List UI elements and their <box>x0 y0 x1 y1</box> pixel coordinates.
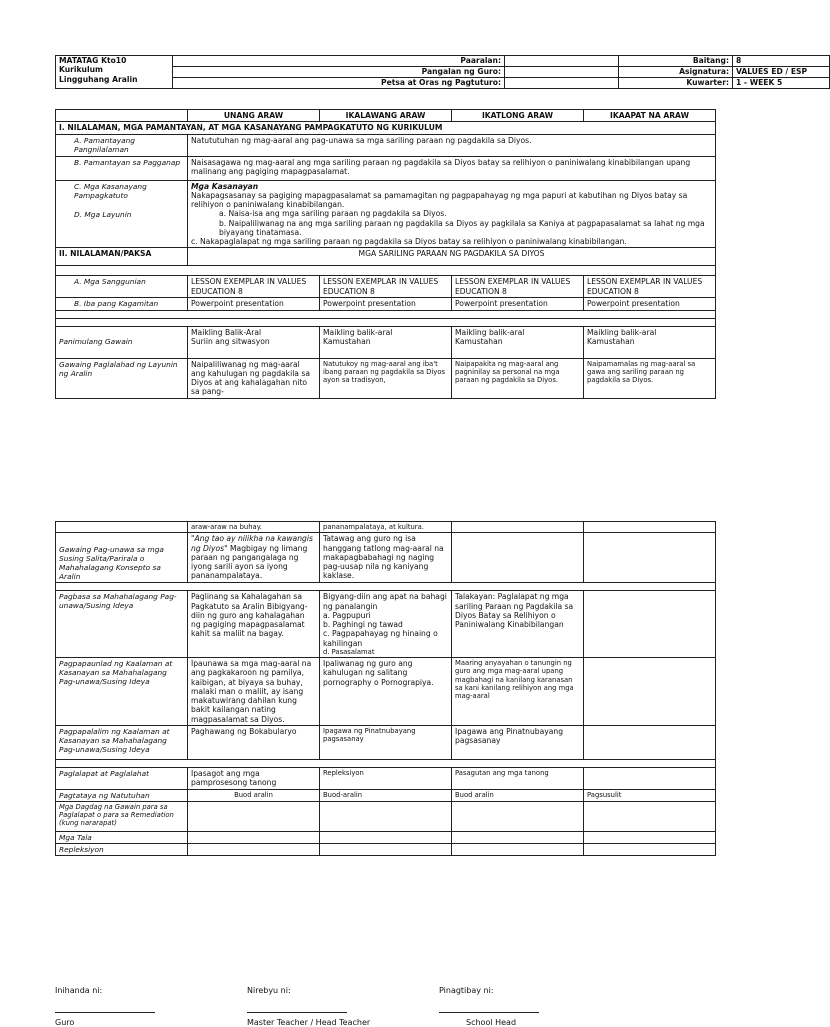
sanggunian-d3: LESSON EXEMPLAR IN VALUES EDUCATION 8 <box>452 276 584 298</box>
panimula-d1-line2: Suriin ang sitwasyon <box>191 336 270 346</box>
pamantayan-pagganap-label: B. Pamantayan sa Pagganap <box>56 156 188 180</box>
pagpapaunlad-d2: Ipaliwanag ng guro ang kahulugan ng salitang pornography o Pornograpiya. <box>320 658 452 726</box>
pagbasa-d2-line3: b. Paghingi ng tawad <box>323 620 403 630</box>
corner-cell <box>56 110 188 122</box>
dagdag-d3 <box>452 801 584 831</box>
header-line-2: Kurikulum <box>59 65 103 75</box>
panimula-d2-line1: Maikling balik-aral <box>323 327 393 337</box>
kasanayan-text: Nakapagsasanay sa pagiging mapagpasalamat sa pamamagitan ng pagpapahayag ng mga papuri at kabutihan ng Diyos batay sa relihiyon o paniniwalang kinabibilangan. <box>191 190 688 209</box>
lesson-table-continued <box>55 521 716 856</box>
repleksiyon-label: Repleksiyon <box>56 843 188 855</box>
lesson-table <box>55 109 716 399</box>
petsa-value <box>505 78 619 89</box>
header-table <box>55 55 830 89</box>
paaralan-value <box>505 56 619 67</box>
pagunawa-label: Gawaing Pag-unawa sa mga Susing Salita/Parirala o Mahahalagang Konsepto sa Aralin <box>56 533 188 583</box>
pamantayang-pangnilalaman-text: Natututuhan ng mag-aaral ang pag-unawa sa mga sariling paraan ng pagdakila sa Diyos. <box>188 134 716 156</box>
paglalapat-d1: Ipasagot ang mga pamprosesong tanong <box>188 768 320 790</box>
kagamitan-label: B. Iba pang Kagamitan <box>56 298 188 310</box>
tala-d1 <box>188 831 320 843</box>
layunin-b: b. Naipaliliwanag na ang mga sariling paraan ng pagdakila sa Diyos ay pagkilala sa Kaniya at pagpapasalamat sa lahat ng mga biyayang tinatamasa. <box>219 218 705 237</box>
cont-d2: pananampalataya, at kultura. <box>320 522 452 533</box>
panimula-label: Panimulang Gawain <box>56 326 188 358</box>
panimula-d4 <box>584 326 716 358</box>
pagtataya-d1: Buod aralin <box>188 789 320 801</box>
signature-line-guro <box>55 1012 155 1013</box>
tala-d2 <box>320 831 452 843</box>
kasanayan-title: Mga Kasanayan <box>191 181 259 191</box>
pagbasa-d2-line5: d. Pasasalamat <box>323 647 375 656</box>
pagpapalalim-label: Pagpapalalim ng Kaalaman at Kasanayan sa Mahahalagang Pag-unawa/Susing Ideya <box>56 726 188 760</box>
pamantayang-pangnilalaman-label: A. Pamantayang Pangnilalaman <box>56 134 188 156</box>
pagunawa-d2: Tatawag ang guro ng isa hanggang tatlong mag-aaral na makapagbabahagi ng naging pag-uusap nila ng kaniyang kaklase. <box>320 533 452 583</box>
panimula-d1 <box>188 326 320 358</box>
kagamitan-d3: Powerpoint presentation <box>452 298 584 310</box>
sanggunian-label: A. Mga Sanggunian <box>56 276 188 298</box>
spacer-row-4 <box>56 583 716 591</box>
pagunawa-d1-quote: "Ang tao ay nilikha na kawangis ng Diyos" <box>191 534 313 553</box>
paaralan-label: Paaralan: <box>173 56 505 67</box>
kagamitan-d1: Powerpoint presentation <box>188 298 320 310</box>
day-4-header: IKAAPAT NA ARAW <box>584 110 716 122</box>
kasanayang-pampagkatuto-text <box>188 180 716 248</box>
pagbasa-d1: Paglinang sa Kahalagahan sa Pagkatuto sa Aralin Bibigyang-diin ng guro ang kahalagahan ng pagiging mapagpasalamat kahit sa maliit na bagay. <box>188 591 320 658</box>
pagtataya-label: Pagtataya ng Natutuhan <box>56 789 188 801</box>
pagbasa-d3: Talakayan: Paglalapat ng mga sariling Paraan ng Pagdakila sa Diyos Batay sa Relihiyon o Paniniwalang Kinabibilangan <box>452 591 584 658</box>
pagpapalalim-d2: Ipagawa ng Pinatnubayang pagsasanay <box>320 726 452 760</box>
panimula-d3-line2: Kamustahan <box>455 336 503 346</box>
kwarter-value: 1 - WEEK 5 <box>733 78 830 89</box>
pagpapalalim-d4 <box>584 726 716 760</box>
kasanayang-pampagkatuto-label <box>56 180 188 248</box>
pagunawa-d1-rest: Magbigay ng limang paraan ng pangangalaga ng iyong sarili ayon sa iyong pananampalataya. <box>191 543 308 581</box>
pinagtibay-label: Pinagtibay ni: <box>439 986 494 995</box>
cont-d3 <box>452 522 584 533</box>
paglalapat-label: Paglalapat at Paglalahat <box>56 768 188 790</box>
pagpapalalim-d1: Paghawang ng Bokabularyo <box>188 726 320 760</box>
kasanayang-label-text: C. Mga Kasanayang Pampagkatuto <box>74 181 147 200</box>
spacer-row-2 <box>56 310 716 318</box>
panimula-d4-line2: Kamustahan <box>587 336 635 346</box>
baitang-value: 8 <box>733 56 830 67</box>
panimula-d3-line1: Maikling balik-aral <box>455 327 525 337</box>
repleksiyon-d4 <box>584 843 716 855</box>
section-2-topic: MGA SARILING PARAAN NG PAGDAKILA SA DIYOS <box>188 248 716 266</box>
panimula-d2 <box>320 326 452 358</box>
pagpapalalim-d3: Ipagawa ang Pinatnubayang pagsasanay <box>452 726 584 760</box>
panimula-d2-line2: Kamustahan <box>323 336 371 346</box>
sanggunian-d4: LESSON EXEMPLAR IN VALUES EDUCATION 8 <box>584 276 716 298</box>
signature-line-school-head <box>439 1012 539 1013</box>
kagamitan-d2: Powerpoint presentation <box>320 298 452 310</box>
kagamitan-d4: Powerpoint presentation <box>584 298 716 310</box>
pagunawa-d3 <box>452 533 584 583</box>
sig-school-head: School Head <box>466 1018 517 1027</box>
inihanda-label: Inihanda ni: <box>55 986 103 995</box>
dagdag-d1 <box>188 801 320 831</box>
header-left <box>56 56 173 89</box>
dagdag-d2 <box>320 801 452 831</box>
pagbasa-d2 <box>320 591 452 658</box>
paglalapat-d2: Repleksiyon <box>320 768 452 790</box>
repleksiyon-d1 <box>188 843 320 855</box>
panimula-d1-line1: Maikling Balik-Aral <box>191 327 262 337</box>
dagdag-d4 <box>584 801 716 831</box>
cont-d4 <box>584 522 716 533</box>
pagtataya-d3: Buod aralin <box>452 789 584 801</box>
layunin-c: c. Nakapaglalapat ng mga sariling paraan ng pagdakila sa Diyos batay sa relihiyon o paniniwalang kinabibilangan. <box>191 237 627 246</box>
tala-d3 <box>452 831 584 843</box>
pagpapaunlad-d1: Ipaunawa sa mga mag-aaral na ang pagkakaroon ng pamilya, kaibigan, at biyaya sa buhay, malaki man o maliit, ay isang makatuwirang dahilan kung bakit kailangan nating magpasalamat sa Diyos. <box>188 658 320 726</box>
nirebyu-label: Nirebyu ni: <box>247 986 291 995</box>
layunin-a: a. Naisa-isa ang mga sariling paraan ng pagdakila sa Diyos. <box>219 209 447 219</box>
day-2-header: IKALAWANG ARAW <box>320 110 452 122</box>
asignatura-label: Asignatura: <box>619 67 733 78</box>
paglalapat-d3: Pasagutan ang mga tanong <box>452 768 584 790</box>
paglalahad-d3: Naipapakita ng mag-aaral ang pagninilay sa personal na mga paraan ng pagdakila sa Diyos. <box>452 358 584 398</box>
petsa-label: Petsa at Oras ng Pagtuturo: <box>173 78 505 89</box>
section-1-title: I. NILALAMAN, MGA PAMANTAYAN, AT MGA KASANAYANG PAMPAGKATUTO NG KURIKULUM <box>56 122 716 134</box>
paglalahad-d2: Natutukoy ng mag-aaral ang iba't ibang paraan ng pagdakila sa Diyos ayon sa tradisyon, <box>320 358 452 398</box>
signature-line-master-teacher <box>247 1012 347 1013</box>
guro-value <box>505 67 619 78</box>
pagpapaunlad-label: Pagpapaunlad ng Kaalaman at Kasanayan sa Mahahalagang Pag-unawa/Susing Ideya <box>56 658 188 726</box>
paglalahad-d4: Naipamamalas ng mag-aaral sa gawa ang sariling paraan ng pagdakila sa Diyos. <box>584 358 716 398</box>
paglalahad-label: Gawaing Paglalahad ng Layunin ng Aralin <box>56 358 188 398</box>
pagbasa-d2-line1: Bigyang-diin ang apat na bahagi ng panalangin <box>323 592 447 611</box>
tala-label: Mga Tala <box>56 831 188 843</box>
panimula-d3 <box>452 326 584 358</box>
layunin-label-text: D. Mga Layunin <box>74 209 132 219</box>
sig-master-teacher: Master Teacher / Head Teacher <box>247 1018 371 1027</box>
spacer-row <box>56 266 716 276</box>
header-line-3: Lingguhang Aralin <box>59 74 138 84</box>
baitang-label: Baitang: <box>619 56 733 67</box>
pagbasa-d2-line2: a. Pagpupuri <box>323 610 371 620</box>
pagbasa-label: Pagbasa sa Mahahalagang Pag-unawa/Susing Ideya <box>56 591 188 658</box>
spacer-row-3 <box>56 318 716 326</box>
sig-guro: Guro <box>55 1018 75 1027</box>
sanggunian-d1: LESSON EXEMPLAR IN VALUES EDUCATION 8 <box>188 276 320 298</box>
repleksiyon-d2 <box>320 843 452 855</box>
asignatura-value: VALUES ED / ESP <box>733 67 830 78</box>
pamantayan-pagganap-text: Naisasagawa ng mag-aaral ang mga sariling paraan ng pagdakila sa Diyos batay sa relihiyon o paniniwalang kinabibilangan upang malinang ang pagiging mapagpasalamat. <box>188 156 716 180</box>
spacer-row-5 <box>56 760 716 768</box>
panimula-d4-line1: Maikling balik-aral <box>587 327 657 337</box>
pagbasa-d4 <box>584 591 716 658</box>
pagunawa-d1 <box>188 533 320 583</box>
pagpapaunlad-d3: Maaring anyayahan o tanungin ng guro ang mga mag-aaral upang magbahagi na kanilang karanasan sa kani kanilang relihiyon ang mga mag-aaral <box>452 658 584 726</box>
dagdag-label: Mga Dagdag na Gawain para sa Paglalapat o para sa Remediation (kung nararapat) <box>56 801 188 831</box>
cont-label <box>56 522 188 533</box>
tala-d4 <box>584 831 716 843</box>
guro-label: Pangalan ng Guro: <box>173 67 505 78</box>
repleksiyon-d3 <box>452 843 584 855</box>
pagpapaunlad-d4 <box>584 658 716 726</box>
kwarter-label: Kuwarter: <box>619 78 733 89</box>
header-line-1: MATATAG Kto10 <box>59 56 127 65</box>
sanggunian-d2: LESSON EXEMPLAR IN VALUES EDUCATION 8 <box>320 276 452 298</box>
paglalahad-d1: Naipaliliwanag ng mag-aaral ang kahulugan ng pagdakila sa Diyos at ang kahalagahan nito sa pang- <box>188 358 320 398</box>
section-2-title: II. NILALAMAN/PAKSA <box>56 248 188 266</box>
paglalapat-d4 <box>584 768 716 790</box>
pagunawa-d4 <box>584 533 716 583</box>
pagtataya-d4: Pagsusulit <box>584 789 716 801</box>
day-3-header: IKATLONG ARAW <box>452 110 584 122</box>
pagbasa-d2-line4: c. Pagpapahayag ng hinaing o kahilingan <box>323 629 438 648</box>
cont-d1: araw-araw na buhay. <box>188 522 320 533</box>
pagtataya-d2: Buod-aralin <box>320 789 452 801</box>
day-1-header: UNANG ARAW <box>188 110 320 122</box>
